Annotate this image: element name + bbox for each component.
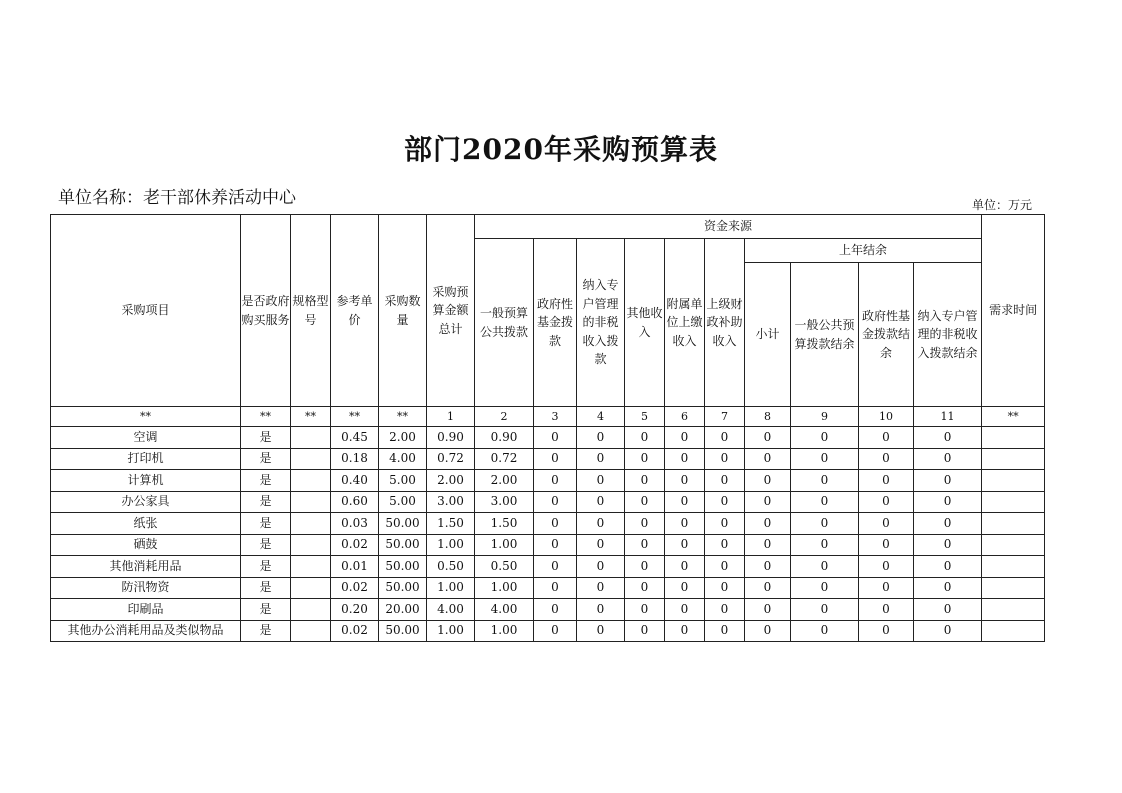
header-prev-balance: 上年结余 [745, 239, 982, 263]
cell-nontax: 0 [577, 470, 625, 492]
table-row [51, 534, 1045, 556]
cell-gov: 是 [241, 513, 291, 535]
page-title: 部门2020年采购预算表 [404, 133, 718, 166]
table-row [51, 599, 1045, 621]
cell-gov-fund: 0 [534, 599, 577, 621]
cell-nontax: 0 [577, 556, 625, 578]
cell-subtotal: 0 [745, 427, 791, 449]
cell-subsidy: 0 [705, 620, 745, 642]
header-gov-fund: 政府性基金拨款 [534, 239, 577, 407]
cell-demand-time [982, 427, 1045, 449]
cell-prev-fund: 0 [859, 427, 914, 449]
cell-affiliated: 0 [665, 470, 705, 492]
cell-subtotal: 0 [745, 448, 791, 470]
cell-subsidy: 0 [705, 599, 745, 621]
cell-affiliated: 0 [665, 534, 705, 556]
index-cell: 7 [705, 407, 745, 427]
cell-prev-fund: 0 [859, 448, 914, 470]
cell-prev-nontax: 0 [914, 448, 982, 470]
cell-prev-nontax: 0 [914, 427, 982, 449]
cell-demand-time [982, 470, 1045, 492]
cell-total: 1.00 [427, 620, 475, 642]
cell-total: 1.00 [427, 577, 475, 599]
cell-nontax: 0 [577, 620, 625, 642]
cell-general: 1.50 [475, 513, 534, 535]
cell-general: 1.00 [475, 577, 534, 599]
cell-item: 办公家具 [51, 491, 241, 513]
cell-affiliated: 0 [665, 577, 705, 599]
header-nontax: 纳入专户管理的非税收入拨款 [577, 239, 625, 407]
cell-price: 0.40 [331, 470, 379, 492]
cell-general: 4.00 [475, 599, 534, 621]
cell-nontax: 0 [577, 599, 625, 621]
index-cell: 9 [791, 407, 859, 427]
cell-prev-general: 0 [791, 620, 859, 642]
cell-price: 0.60 [331, 491, 379, 513]
cell-subsidy: 0 [705, 448, 745, 470]
cell-qty: 5.00 [379, 491, 427, 513]
cell-price: 0.20 [331, 599, 379, 621]
cell-prev-nontax: 0 [914, 513, 982, 535]
cell-total: 0.72 [427, 448, 475, 470]
cell-qty: 50.00 [379, 620, 427, 642]
cell-spec [291, 556, 331, 578]
cell-total: 2.00 [427, 470, 475, 492]
cell-nontax: 0 [577, 427, 625, 449]
cell-prev-general: 0 [791, 427, 859, 449]
header-funding: 资金来源 [475, 215, 982, 239]
cell-subtotal: 0 [745, 513, 791, 535]
cell-gov-fund: 0 [534, 470, 577, 492]
cell-general: 0.72 [475, 448, 534, 470]
cell-total: 4.00 [427, 599, 475, 621]
header-demand-time: 需求时间 [982, 215, 1045, 407]
cell-total: 0.90 [427, 427, 475, 449]
table-body [51, 427, 1045, 642]
cell-prev-fund: 0 [859, 491, 914, 513]
header-gov-service: 是否政府购买服务 [241, 215, 291, 407]
cell-qty: 50.00 [379, 534, 427, 556]
cell-other: 0 [625, 599, 665, 621]
cell-gov: 是 [241, 427, 291, 449]
cell-general: 2.00 [475, 470, 534, 492]
index-cell: 2 [475, 407, 534, 427]
cell-price: 0.02 [331, 577, 379, 599]
cell-subtotal: 0 [745, 620, 791, 642]
index-cell: ** [982, 407, 1045, 427]
cell-qty: 2.00 [379, 427, 427, 449]
cell-spec [291, 427, 331, 449]
cell-gov: 是 [241, 577, 291, 599]
cell-nontax: 0 [577, 491, 625, 513]
cell-prev-fund: 0 [859, 599, 914, 621]
table-row [51, 556, 1045, 578]
cell-prev-nontax: 0 [914, 556, 982, 578]
cell-demand-time [982, 599, 1045, 621]
cell-gov-fund: 0 [534, 427, 577, 449]
cell-item: 硒鼓 [51, 534, 241, 556]
cell-prev-nontax: 0 [914, 470, 982, 492]
cell-gov-fund: 0 [534, 534, 577, 556]
cell-prev-general: 0 [791, 491, 859, 513]
cell-item: 其他办公消耗用品及类似物品 [51, 620, 241, 642]
unit-name: 单位名称：老干部休养活动中心 [58, 188, 296, 208]
cell-demand-time [982, 491, 1045, 513]
cell-demand-time [982, 513, 1045, 535]
cell-prev-fund: 0 [859, 534, 914, 556]
table-row [51, 620, 1045, 642]
cell-spec [291, 448, 331, 470]
table-row [51, 491, 1045, 513]
cell-prev-nontax: 0 [914, 491, 982, 513]
budget-table [50, 214, 1045, 642]
cell-subsidy: 0 [705, 470, 745, 492]
cell-general: 3.00 [475, 491, 534, 513]
cell-total: 3.00 [427, 491, 475, 513]
table-row [51, 448, 1045, 470]
unit-label: 单位：万元 [972, 198, 1033, 212]
table-row [51, 513, 1045, 535]
index-cell: ** [241, 407, 291, 427]
cell-nontax: 0 [577, 577, 625, 599]
cell-prev-general: 0 [791, 448, 859, 470]
header-ref-price: 参考单价 [331, 215, 379, 407]
header-general: 一般预算公共拨款 [475, 239, 534, 407]
cell-spec [291, 577, 331, 599]
cell-other: 0 [625, 491, 665, 513]
cell-item: 印刷品 [51, 599, 241, 621]
cell-spec [291, 599, 331, 621]
cell-general: 0.50 [475, 556, 534, 578]
cell-nontax: 0 [577, 513, 625, 535]
cell-prev-nontax: 0 [914, 577, 982, 599]
header-spec: 规格型号 [291, 215, 331, 407]
cell-total: 1.00 [427, 534, 475, 556]
cell-item: 空调 [51, 427, 241, 449]
header-prev-nontax: 纳入专户管理的非税收入拨款结余 [914, 263, 982, 407]
cell-price: 0.02 [331, 620, 379, 642]
cell-subsidy: 0 [705, 534, 745, 556]
cell-price: 0.03 [331, 513, 379, 535]
cell-spec [291, 620, 331, 642]
cell-prev-general: 0 [791, 470, 859, 492]
cell-other: 0 [625, 470, 665, 492]
cell-price: 0.18 [331, 448, 379, 470]
cell-other: 0 [625, 513, 665, 535]
cell-demand-time [982, 556, 1045, 578]
index-cell: 1 [427, 407, 475, 427]
cell-spec [291, 534, 331, 556]
cell-affiliated: 0 [665, 513, 705, 535]
cell-qty: 4.00 [379, 448, 427, 470]
cell-qty: 50.00 [379, 577, 427, 599]
cell-gov: 是 [241, 448, 291, 470]
cell-general: 1.00 [475, 620, 534, 642]
cell-gov-fund: 0 [534, 556, 577, 578]
cell-general: 1.00 [475, 534, 534, 556]
cell-other: 0 [625, 534, 665, 556]
cell-subtotal: 0 [745, 534, 791, 556]
index-cell: 6 [665, 407, 705, 427]
table-row [51, 427, 1045, 449]
index-cell: 11 [914, 407, 982, 427]
table-row [51, 470, 1045, 492]
cell-item: 纸张 [51, 513, 241, 535]
cell-total: 0.50 [427, 556, 475, 578]
cell-other: 0 [625, 427, 665, 449]
cell-qty: 5.00 [379, 470, 427, 492]
header-item: 采购项目 [51, 215, 241, 407]
index-cell: ** [331, 407, 379, 427]
cell-prev-fund: 0 [859, 513, 914, 535]
cell-gov-fund: 0 [534, 620, 577, 642]
cell-prev-general: 0 [791, 577, 859, 599]
index-cell: ** [51, 407, 241, 427]
cell-prev-nontax: 0 [914, 620, 982, 642]
cell-prev-nontax: 0 [914, 534, 982, 556]
cell-prev-nontax: 0 [914, 599, 982, 621]
cell-nontax: 0 [577, 534, 625, 556]
cell-gov: 是 [241, 491, 291, 513]
cell-demand-time [982, 448, 1045, 470]
cell-subsidy: 0 [705, 491, 745, 513]
cell-general: 0.90 [475, 427, 534, 449]
cell-spec [291, 470, 331, 492]
cell-demand-time [982, 534, 1045, 556]
cell-subsidy: 0 [705, 427, 745, 449]
cell-affiliated: 0 [665, 427, 705, 449]
cell-total: 1.50 [427, 513, 475, 535]
cell-affiliated: 0 [665, 599, 705, 621]
cell-subtotal: 0 [745, 556, 791, 578]
header-quantity: 采购数量 [379, 215, 427, 407]
cell-demand-time [982, 620, 1045, 642]
cell-affiliated: 0 [665, 491, 705, 513]
cell-affiliated: 0 [665, 620, 705, 642]
cell-qty: 50.00 [379, 513, 427, 535]
index-cell: ** [379, 407, 427, 427]
cell-prev-general: 0 [791, 556, 859, 578]
cell-subsidy: 0 [705, 577, 745, 599]
cell-item: 防汛物资 [51, 577, 241, 599]
cell-prev-general: 0 [791, 599, 859, 621]
index-cell: 5 [625, 407, 665, 427]
table-row [51, 577, 1045, 599]
table-header [51, 215, 1045, 427]
cell-affiliated: 0 [665, 448, 705, 470]
cell-nontax: 0 [577, 448, 625, 470]
header-affiliated: 附属单位上缴收入 [665, 239, 705, 407]
cell-prev-fund: 0 [859, 556, 914, 578]
index-row [51, 407, 1045, 427]
cell-price: 0.02 [331, 534, 379, 556]
header-prev-fund: 政府性基金拨款结余 [859, 263, 914, 407]
cell-subsidy: 0 [705, 556, 745, 578]
cell-subsidy: 0 [705, 513, 745, 535]
cell-subtotal: 0 [745, 599, 791, 621]
cell-prev-fund: 0 [859, 577, 914, 599]
cell-gov-fund: 0 [534, 513, 577, 535]
cell-item: 打印机 [51, 448, 241, 470]
cell-price: 0.01 [331, 556, 379, 578]
cell-demand-time [982, 577, 1045, 599]
cell-other: 0 [625, 448, 665, 470]
cell-gov-fund: 0 [534, 491, 577, 513]
header-other: 其他收入 [625, 239, 665, 407]
cell-subtotal: 0 [745, 491, 791, 513]
cell-item: 计算机 [51, 470, 241, 492]
cell-spec [291, 513, 331, 535]
cell-gov-fund: 0 [534, 577, 577, 599]
cell-prev-fund: 0 [859, 620, 914, 642]
cell-prev-general: 0 [791, 534, 859, 556]
index-cell: 3 [534, 407, 577, 427]
cell-gov: 是 [241, 556, 291, 578]
cell-other: 0 [625, 620, 665, 642]
header-total: 采购预算金额总计 [427, 215, 475, 407]
index-cell: 10 [859, 407, 914, 427]
cell-other: 0 [625, 556, 665, 578]
cell-item: 其他消耗用品 [51, 556, 241, 578]
index-cell: ** [291, 407, 331, 427]
cell-qty: 50.00 [379, 556, 427, 578]
index-cell: 8 [745, 407, 791, 427]
cell-subtotal: 0 [745, 577, 791, 599]
cell-gov: 是 [241, 534, 291, 556]
header-subsidy: 上级财政补助收入 [705, 239, 745, 407]
cell-gov: 是 [241, 620, 291, 642]
cell-affiliated: 0 [665, 556, 705, 578]
header-prev-general: 一般公共预算拨款结余 [791, 263, 859, 407]
header-subtotal: 小计 [745, 263, 791, 407]
cell-prev-general: 0 [791, 513, 859, 535]
cell-other: 0 [625, 577, 665, 599]
cell-subtotal: 0 [745, 470, 791, 492]
cell-gov: 是 [241, 599, 291, 621]
cell-gov-fund: 0 [534, 448, 577, 470]
cell-prev-fund: 0 [859, 470, 914, 492]
cell-qty: 20.00 [379, 599, 427, 621]
cell-price: 0.45 [331, 427, 379, 449]
cell-gov: 是 [241, 470, 291, 492]
index-cell: 4 [577, 407, 625, 427]
cell-spec [291, 491, 331, 513]
